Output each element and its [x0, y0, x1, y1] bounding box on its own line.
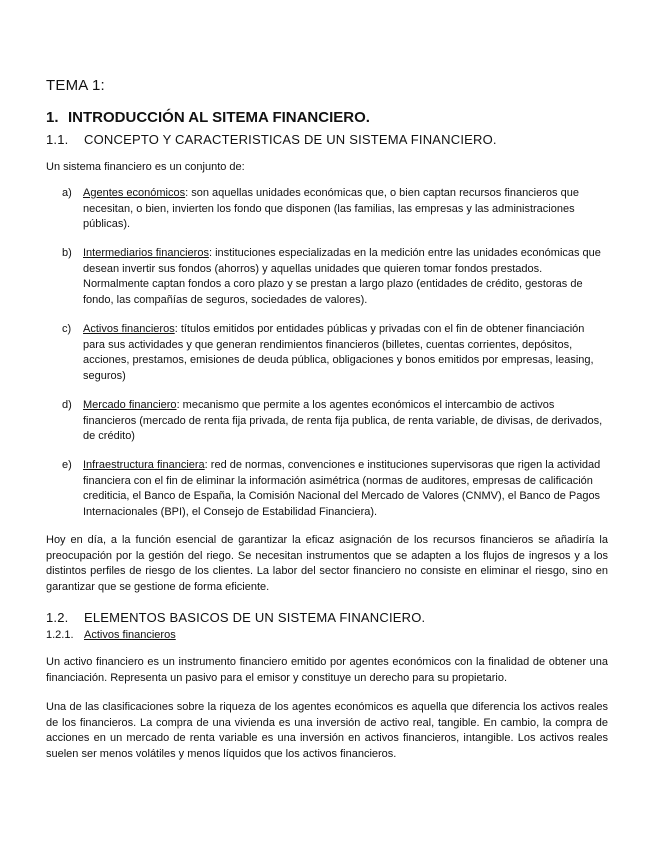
list-item-text: : títulos emitidos por entidades públicas y privadas con el fin de obtener financiación para sus actividades y que generan rendimientos financieros (billetes, cuentas corrientes, depósitos, acciones, prestamos, emisiones de deuda pública, obligaciones y bonos emitidos por empresas, leasing, seguros): [83, 323, 594, 382]
section-1-title: INTRODUCCIÓN AL SITEMA FINANCIERO.: [68, 109, 370, 126]
list-item-term: Mercado financiero: [83, 399, 177, 411]
list-item-term: Infraestructura financiera: [83, 459, 205, 471]
list-item: [62, 322, 608, 384]
list-item-text: : instituciones especializadas en la medición entre las unidades económicas que desean invertir sus fondos (ahorros) y aquellas unidades que quieren tomar fondos prestados. Normalmente captan fondos a coro plazo y se prestan a largo plazo (entidades de crédito, gestoras de fondo, las compañías de seguros, sociedades de valores).: [83, 247, 601, 306]
list-item-text: : son aquellas unidades económicas que, o bien captan recursos financieros que necesitan, o bien, invierten los fondo que disponen (las familias, las empresas y las administraciones públicas).: [83, 187, 579, 230]
section-1-1-heading: [46, 132, 497, 147]
section-1-2-1-heading: [46, 629, 176, 641]
risk-paragraph: Hoy en día, a la función esencial de garantizar la eficaz asignación de los recursos financieros se añadiría la preocupación por la gestión del riego. Se necesitan instrumentos que se adapten a los flujos de ingresos y a los distintos perfiles de riesgo de los clientes. La labor del sector financiero no consiste en eliminar el riesgo, sino en garantizar que se gestione de forma eficiente.: [46, 534, 608, 593]
section-1-2-heading: [46, 610, 425, 625]
list-item: [62, 246, 608, 308]
list-item-letter: a): [62, 187, 72, 199]
section-1-heading: [46, 109, 370, 126]
intro-paragraph: Un sistema financiero es un conjunto de:: [46, 161, 245, 173]
list-item: [62, 398, 608, 445]
list-item-letter: c): [62, 323, 72, 335]
list-item: [62, 186, 608, 233]
list-item-term: Intermediarios financieros: [83, 247, 209, 259]
list-item-term: Activos financieros: [83, 323, 175, 335]
section-1-2-number: 1.2.: [46, 610, 69, 625]
list-item-letter: e): [62, 459, 72, 471]
section-1-1-number: 1.1.: [46, 132, 69, 147]
tema-heading: TEMA 1:: [46, 77, 105, 94]
section-1-2-1-title: Activos financieros: [84, 629, 176, 641]
list-item-letter: d): [62, 399, 72, 411]
list-item-text: : red de normas, convenciones e instituciones supervisoras que rigen la actividad financiera con el fin de eliminar la información asimétrica (normas de auditores, empresas de calificación crediticia, el Banco de España, la Comisión Nacional del Mercado de Valores (CNMV), el Banco de Pagos Internacionales (BPI), el Consejo de Estabilidad Financiera).: [83, 459, 601, 518]
section-1-2-1-number: 1.2.1.: [46, 629, 74, 641]
section-1-2-title: ELEMENTOS BASICOS DE UN SISTEMA FINANCIERO.: [84, 610, 426, 625]
list-item-text: : mecanismo que permite a los agentes económicos el intercambio de activos financieros (mercado de renta fija privada, de renta fija publica, de renta variable, de divisas, de derivados, de crédito): [83, 399, 603, 442]
list-item-term: Agentes económicos: [83, 187, 186, 199]
list-item: [62, 458, 608, 520]
financial-asset-paragraph: Un activo financiero es un instrumento financiero emitido por agentes económicos con la finalidad de obtener una financiación. Representa un pasivo para el emisor y constituye un derecho para su propietario.: [46, 656, 608, 684]
list-item-letter: b): [62, 247, 72, 259]
classification-paragraph: Una de las clasificaciones sobre la riqueza de los agentes económicos es aquella que diferencia los activos reales de los financieros. La compra de una vivienda es una inversión de activo real, tangible. En cambio, la compra de acciones en un mercado de renta variable es una inversión en activos financieros, intangible. Los activos reales suelen ser menos volátiles y menos líquidos que los activos financieros.: [46, 701, 608, 760]
section-1-1-title: CONCEPTO Y CARACTERISTICAS DE UN SISTEMA FINANCIERO.: [84, 132, 497, 147]
section-1-number: 1.: [46, 109, 59, 126]
